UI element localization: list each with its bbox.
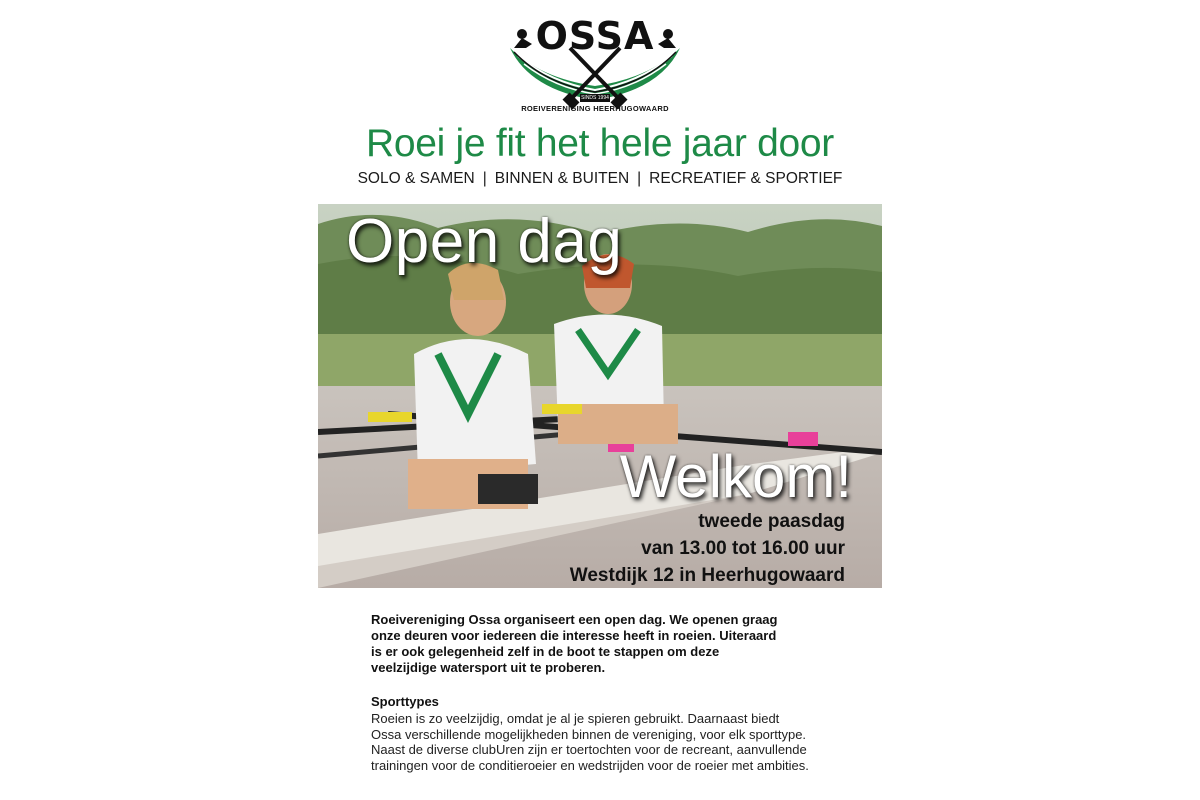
logo-subtitle: ROEIVERENIGING HEERHUGOWAARD <box>521 104 669 113</box>
feature-list <box>318 170 882 188</box>
event-info <box>570 508 845 588</box>
intro-line: is er ook gelegenheid zelf in de boot te stappen om deze <box>371 644 720 659</box>
event-location: Westdijk 12 in Heerhugowaard <box>569 565 845 586</box>
event-date: tweede paasdag <box>698 511 845 532</box>
logo-badge: SINDS 1994 <box>581 95 609 101</box>
intro-line: Roeivereniging Ossa organiseert een open dag. We openen graag <box>371 612 778 627</box>
logo-name: OSSA <box>535 14 655 58</box>
headline-open-dag: Open dag <box>346 207 623 276</box>
sporttypes-paragraph <box>371 711 851 773</box>
sporttypes-heading: Sporttypes <box>371 694 439 709</box>
feature-recreatief-sportief: RECREATIEF & SPORTIEF <box>649 170 843 187</box>
feature-binnen-buiten: BINNEN & BUITEN <box>494 170 630 187</box>
sporttypes-line: Roeien is zo veelzijdig, omdat je al je spieren gebruikt. Daarnaast biedt <box>371 711 780 726</box>
feature-separator: | <box>482 170 487 187</box>
feature-separator: | <box>637 170 642 187</box>
intro-line: onze deuren voor iedereen die interesse heeft in roeien. Uiteraard <box>371 628 777 643</box>
tagline: Roei je fit het hele jaar door <box>366 122 834 165</box>
sporttypes-line: Naast de diverse clubUren zijn er toertochten voor de recreant, aanvullende <box>371 742 807 758</box>
ossa-logo <box>500 8 690 118</box>
headline-welkom: Welkom! <box>619 443 852 510</box>
hero-photo <box>318 204 882 588</box>
sporttypes-line: Ossa verschillende mogelijkheden binnen de vereniging, voor elk sporttype. <box>371 726 807 742</box>
intro-line: veelzijdige watersport uit te proberen. <box>371 660 606 675</box>
event-time: van 13.00 tot 16.00 uur <box>641 538 845 559</box>
sporttypes-line: trainingen voor de conditieroeier en wedstrijden voor de roeier met ambities. <box>371 757 809 773</box>
intro-paragraph <box>371 612 851 676</box>
feature-solo-samen: SOLO & SAMEN <box>357 170 475 187</box>
